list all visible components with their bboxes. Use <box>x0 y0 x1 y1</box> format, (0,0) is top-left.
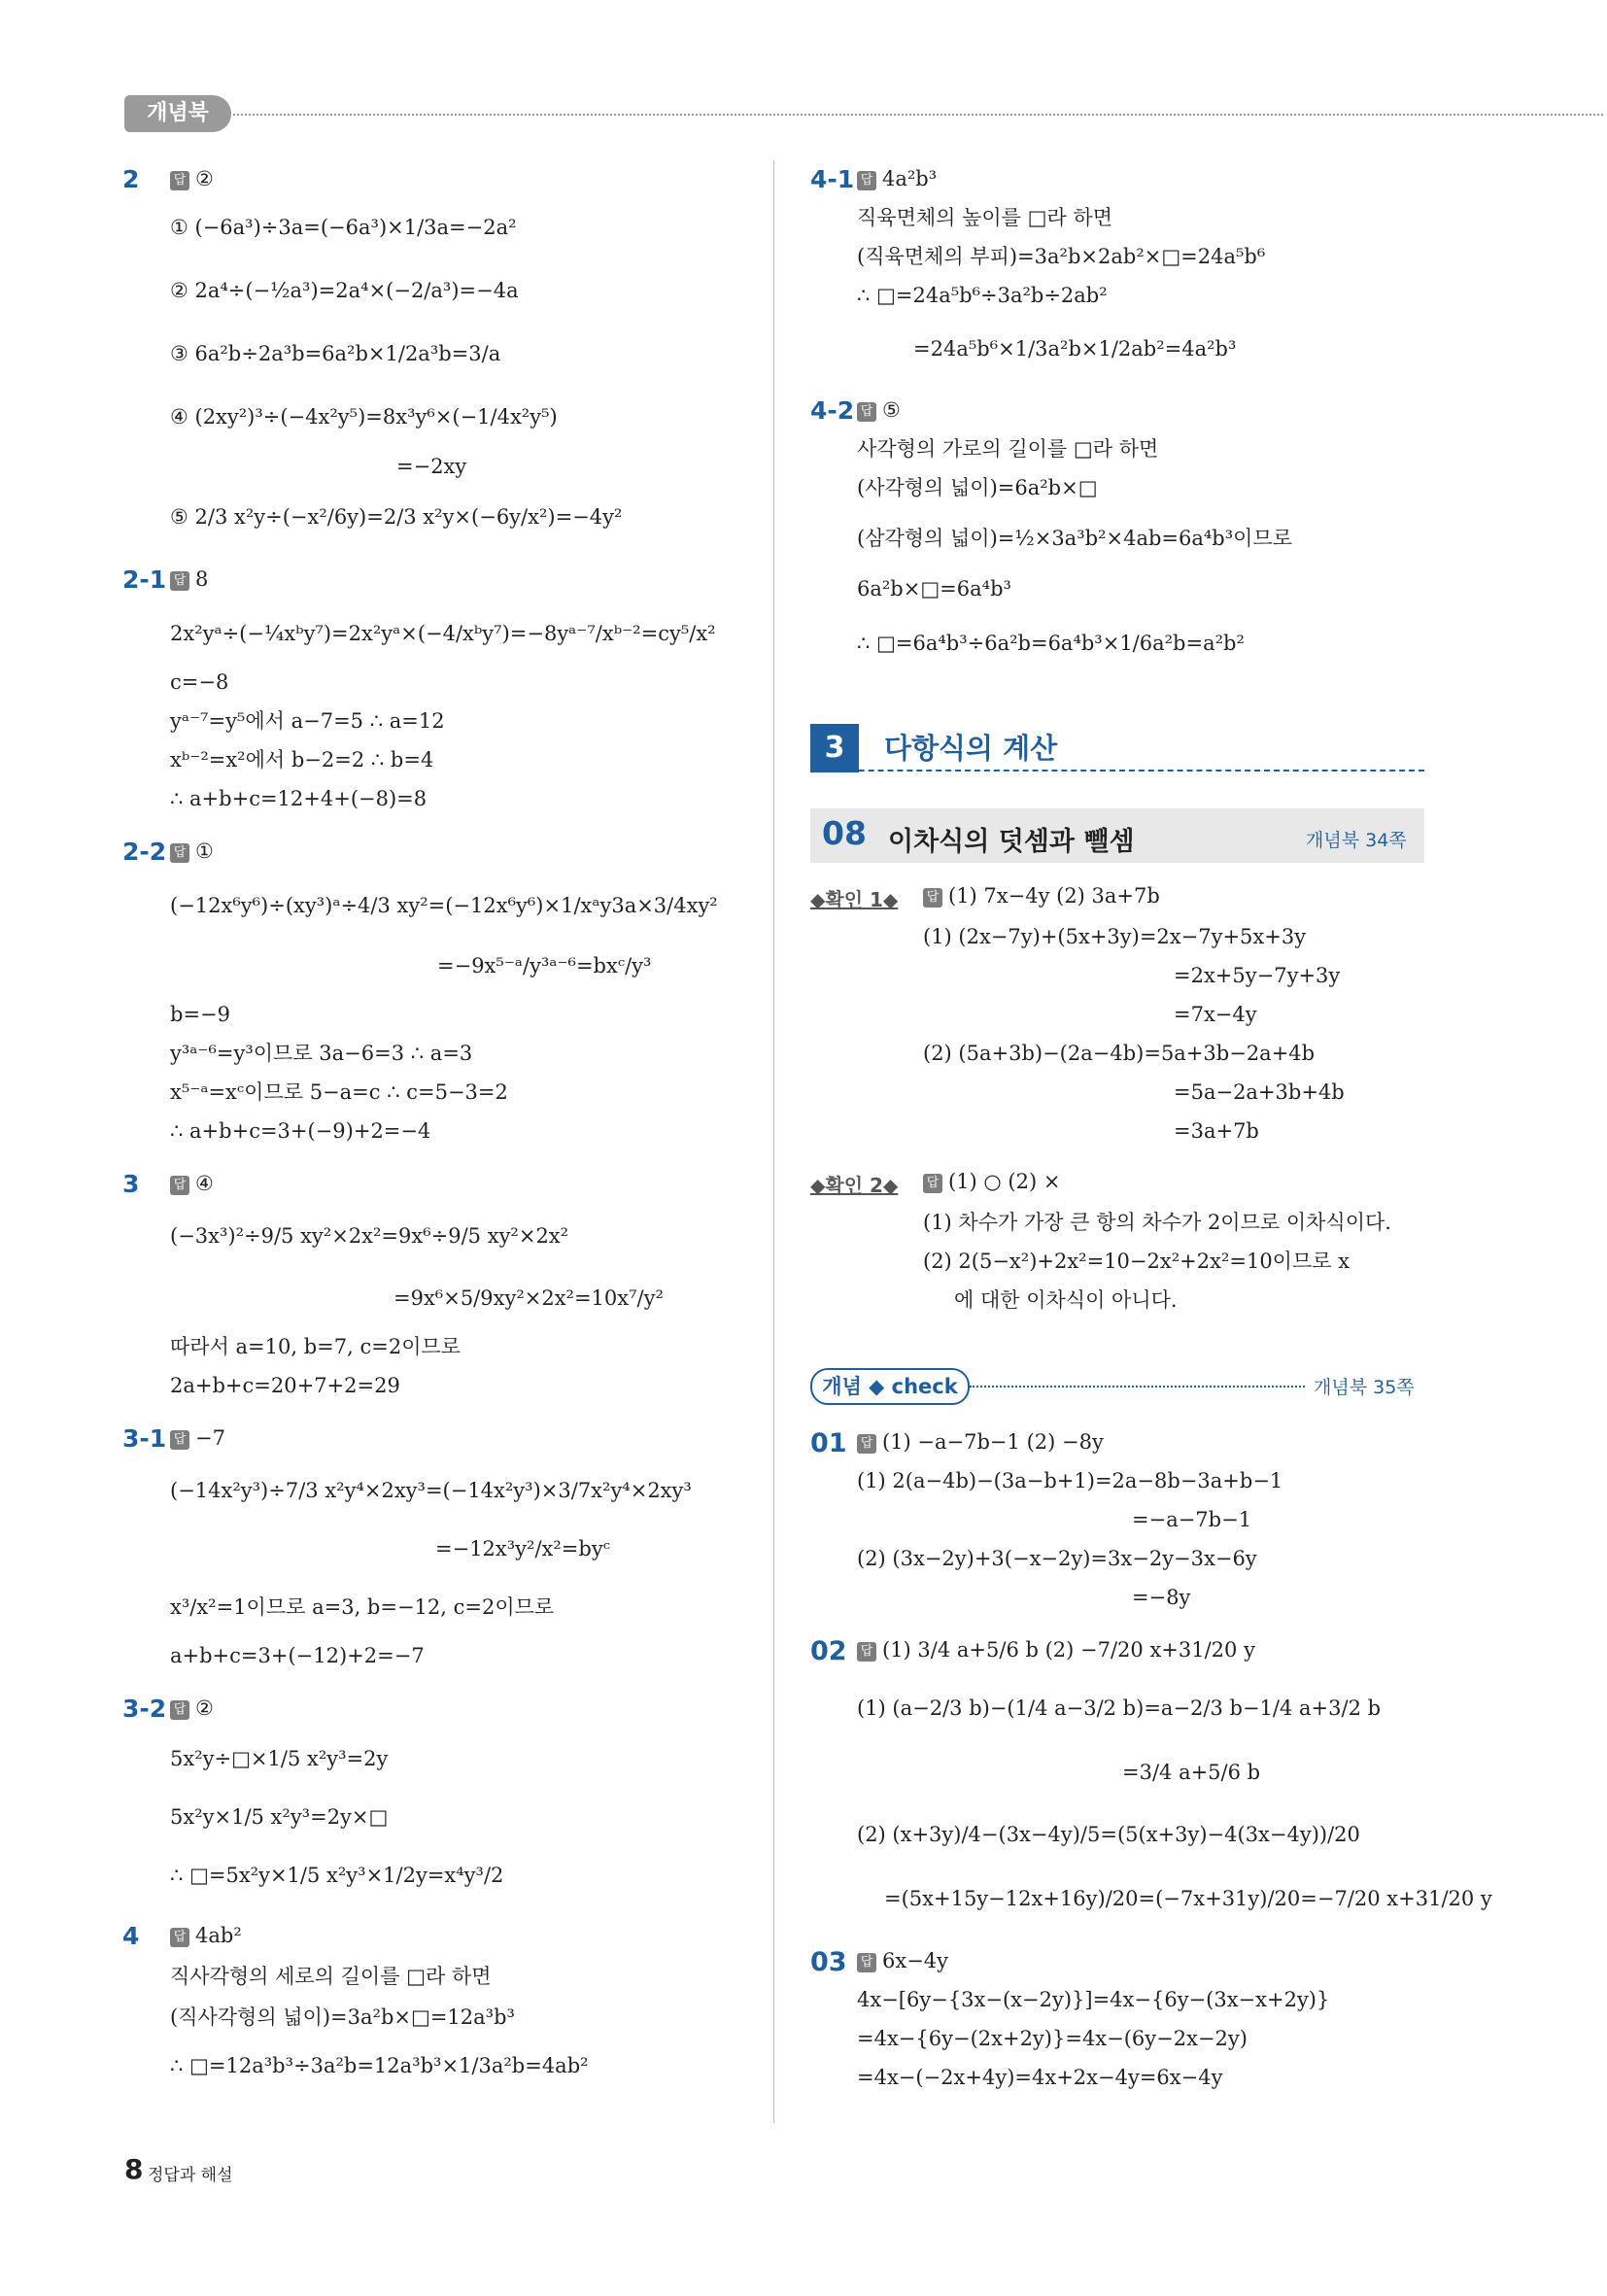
solution-line: (2) (x+3y)/4−(3x−4y)/5=(5(x+3y)−4(3x−4y))/20 <box>857 1823 1360 1846</box>
section-number: 3 <box>810 724 859 772</box>
unit-page-ref: 개념북 34쪽 <box>1306 830 1407 851</box>
solution-line: (2) (3x−2y)+3(−x−2y)=3x−2y−3x−6y <box>857 1547 1257 1570</box>
answer: 답 ⑤ <box>857 398 901 422</box>
answer-icon: 답 <box>857 1642 876 1662</box>
solution-line: ⑤ 2/3 x²y÷(−x²/6y)=2/3 x²y×(−6y/x²)=−4y² <box>170 505 623 529</box>
solution-line: ① (−6a³)÷3a=(−6a³)×1/3a=−2a² <box>170 216 517 239</box>
unit-title: 이차식의 덧셈과 뺄셈 <box>888 827 1135 857</box>
solution-line: y³ᵃ⁻⁶=y³이므로 3a−6=3 ∴ a=3 <box>170 1042 473 1065</box>
confirm-label: ◆확인 2◆ <box>810 1174 899 1197</box>
problem-number: 4-1 <box>810 165 855 193</box>
answer: 답 ② <box>170 1696 214 1720</box>
answer-icon: 답 <box>170 1430 189 1450</box>
problem-number: 03 <box>810 1947 847 1977</box>
solution-line: x³/x²=1이므로 a=3, b=−12, c=2이므로 <box>170 1595 555 1619</box>
solution-line: =−a−7b−1 <box>1132 1508 1252 1531</box>
answer-icon: 답 <box>857 402 876 422</box>
solution-line: 직사각형의 세로의 길이를 □라 하면 <box>170 1965 492 1988</box>
solution-line: (사각형의 넓이)=6a²b×□ <box>857 476 1098 499</box>
solution-line: =2x+5y−7y+3y <box>1174 964 1341 987</box>
unit-number: 08 <box>822 814 867 852</box>
solution-line: ② 2a⁴÷(−½a³)=2a⁴×(−2/a³)=−4a <box>170 279 519 302</box>
problem-number: 4-2 <box>810 396 855 425</box>
solution-line: =−9x⁵⁻ᵃ/y³ᵃ⁻⁶=bxᶜ/y³ <box>437 954 652 977</box>
solution-line: b=−9 <box>170 1003 230 1026</box>
problem-number: 3 <box>122 1170 140 1198</box>
solution-line: 5x²y÷□×1/5 x²y³=2y <box>170 1747 389 1770</box>
solution-line: =5a−2a+3b+4b <box>1174 1080 1345 1104</box>
page-label: 정답과 해설 <box>148 2166 233 2185</box>
problem-number: 4 <box>122 1922 140 1950</box>
concept-check-label: 개념 ◆ check <box>810 1368 970 1405</box>
answer-icon: 답 <box>170 1176 189 1195</box>
problem-number: 02 <box>810 1636 847 1666</box>
answer-icon: 답 <box>170 1700 189 1720</box>
solution-line: (−14x²y³)÷7/3 x²y⁴×2xy³=(−14x²y³)×3/7x²y⁴×2xy³ <box>170 1479 692 1502</box>
solution-line: (2) (5a+3b)−(2a−4b)=5a+3b−2a+4b <box>923 1042 1316 1065</box>
solution-line: a+b+c=3+(−12)+2=−7 <box>170 1644 425 1667</box>
solution-line: 4x−[6y−{3x−(x−2y)}]=4x−{6y−(3x−x+2y)} <box>857 1988 1330 2011</box>
answer: 답 4a²b³ <box>857 167 937 190</box>
answer-icon: 답 <box>170 171 189 190</box>
problem-number: 01 <box>810 1428 847 1458</box>
solution-line: ∴ a+b+c=12+4+(−8)=8 <box>170 787 427 810</box>
solution-line: (삼각형의 넓이)=½×3a³b²×4ab=6a⁴b³이므로 <box>857 527 1293 550</box>
concept-check-page-ref: 개념북 35쪽 <box>1314 1377 1415 1398</box>
answer-icon: 답 <box>857 1434 876 1454</box>
answer: 답 (1) 7x−4y (2) 3a+7b <box>923 884 1160 908</box>
solution-line: =24a⁵b⁶×1/3a²b×1/2ab²=4a²b³ <box>913 337 1237 360</box>
header-rule <box>233 114 1603 116</box>
solution-line: =(5x+15y−12x+16y)/20=(−7x+31y)/20=−7/20 x+31/20 y <box>884 1887 1492 1910</box>
answer-icon: 답 <box>923 1174 942 1193</box>
solution-line: 사각형의 가로의 길이를 □라 하면 <box>857 437 1159 461</box>
answer: 답 (1) ○ (2) × <box>923 1170 1060 1193</box>
solution-line: (직육면체의 부피)=3a²b×2ab²×□=24a⁵b⁶ <box>857 245 1266 268</box>
solution-line: 5x²y×1/5 x²y³=2y×□ <box>170 1805 389 1829</box>
section-rule <box>810 770 1424 771</box>
solution-line: yᵃ⁻⁷=y⁵에서 a−7=5 ∴ a=12 <box>170 709 445 733</box>
answer: 답 8 <box>170 567 208 591</box>
solution-line: =4x−(−2x+4y)=4x+2x−4y=6x−4y <box>857 2066 1223 2089</box>
solution-line: =−2xy <box>396 455 467 478</box>
solution-line: 직육면체의 높이를 □라 하면 <box>857 206 1113 229</box>
answer-icon: 답 <box>170 571 189 591</box>
solution-line: ∴ □=5x²y×1/5 x²y³×1/2y=x⁴y³/2 <box>170 1864 504 1887</box>
solution-line: ∴ □=24a⁵b⁶÷3a²b÷2ab² <box>857 284 1108 307</box>
solution-line: =9x⁶×5/9xy²×2x²=10x⁷/y² <box>393 1286 664 1310</box>
solution-line: =−12x³y²/x²=byᶜ <box>435 1537 610 1560</box>
answer-icon: 답 <box>170 1928 189 1947</box>
solution-line: (1) 차수가 가장 큰 항의 차수가 2이므로 이차식이다. <box>923 1211 1391 1234</box>
solution-line: 2x²yᵃ÷(−¼xᵇy⁷)=2x²yᵃ×(−4/xᵇy⁷)=−8yᵃ⁻⁷/xᵇ⁻²=cy⁵/x² <box>170 622 716 645</box>
problem-number: 3-2 <box>122 1695 167 1723</box>
solution-line: 에 대한 이차식이 아니다. <box>954 1288 1178 1312</box>
solution-line: ∴ □=6a⁴b³÷6a²b=6a⁴b³×1/6a²b=a²b² <box>857 632 1245 655</box>
solution-line: 따라서 a=10, b=7, c=2이므로 <box>170 1335 462 1358</box>
solution-line: xᵇ⁻²=x²에서 b−2=2 ∴ b=4 <box>170 748 434 771</box>
solution-line: (직사각형의 넓이)=3a²b×□=12a³b³ <box>170 2005 515 2029</box>
solution-line: (1) 2(a−4b)−(3a−b+1)=2a−8b−3a+b−1 <box>857 1469 1283 1492</box>
concept-check-rule <box>970 1386 1305 1388</box>
solution-line: ∴ □=12a³b³÷3a²b=12a³b³×1/3a²b=4ab² <box>170 2054 589 2077</box>
solution-line: c=−8 <box>170 670 229 694</box>
answer: 답 −7 <box>170 1426 225 1450</box>
solution-line: ∴ a+b+c=3+(−9)+2=−4 <box>170 1119 431 1143</box>
solution-line: (1) (2x−7y)+(5x+3y)=2x−7y+5x+3y <box>923 925 1307 948</box>
solution-line: =3a+7b <box>1174 1119 1259 1143</box>
book-tab: 개념북 <box>124 95 231 132</box>
solution-line: (1) (a−2/3 b)−(1/4 a−3/2 b)=a−2/3 b−1/4 a+3/2 b <box>857 1696 1382 1720</box>
solution-line: (2) 2(5−x²)+2x²=10−2x²+2x²=10이므로 x <box>923 1250 1351 1273</box>
answer: 답 ② <box>170 167 214 190</box>
answer: 답 ④ <box>170 1172 214 1195</box>
solution-line: =4x−{6y−(2x+2y)}=4x−(6y−2x−2y) <box>857 2027 1248 2050</box>
confirm-label: ◆확인 1◆ <box>810 888 899 911</box>
page-number: 8 <box>124 2153 144 2185</box>
section-title: 다항식의 계산 <box>884 732 1058 765</box>
answer: 답 6x−4y <box>857 1949 948 1972</box>
solution-line: =3/4 a+5/6 b <box>1122 1761 1261 1784</box>
solution-line: x⁵⁻ᵃ=xᶜ이므로 5−a=c ∴ c=5−3=2 <box>170 1080 508 1104</box>
solution-line: ③ 6a²b÷2a³b=6a²b×1/2a³b=3/a <box>170 342 501 365</box>
solution-line: ④ (2xy²)³÷(−4x²y⁵)=8x³y⁶×(−1/4x²y⁵) <box>170 405 558 428</box>
problem-number: 3-1 <box>122 1424 167 1453</box>
answer-icon: 답 <box>923 888 942 908</box>
solution-line: =−8y <box>1132 1586 1191 1609</box>
problem-number: 2 <box>122 165 140 193</box>
answer: 답 ① <box>170 840 214 863</box>
column-separator <box>773 160 774 2123</box>
solution-line: =7x−4y <box>1174 1003 1257 1026</box>
solution-line: 2a+b+c=20+7+2=29 <box>170 1374 400 1397</box>
answer: 답 (1) 3/4 a+5/6 b (2) −7/20 x+31/20 y <box>857 1638 1255 1662</box>
answer: 답 (1) −a−7b−1 (2) −8y <box>857 1430 1104 1454</box>
solution-line: (−3x³)²÷9/5 xy²×2x²=9x⁶÷9/5 xy²×2x² <box>170 1224 569 1248</box>
problem-number: 2-1 <box>122 565 167 594</box>
solution-line: 6a²b×□=6a⁴b³ <box>857 577 1011 600</box>
answer: 답 4ab² <box>170 1924 242 1947</box>
answer-icon: 답 <box>857 171 876 190</box>
answer-icon: 답 <box>170 843 189 863</box>
problem-number: 2-2 <box>122 838 167 866</box>
solution-line: (−12x⁶y⁶)÷(xy³)ᵃ÷4/3 xy²=(−12x⁶y⁶)×1/xᵃy3a×3/4xy² <box>170 894 718 917</box>
answer-icon: 답 <box>857 1953 876 1972</box>
